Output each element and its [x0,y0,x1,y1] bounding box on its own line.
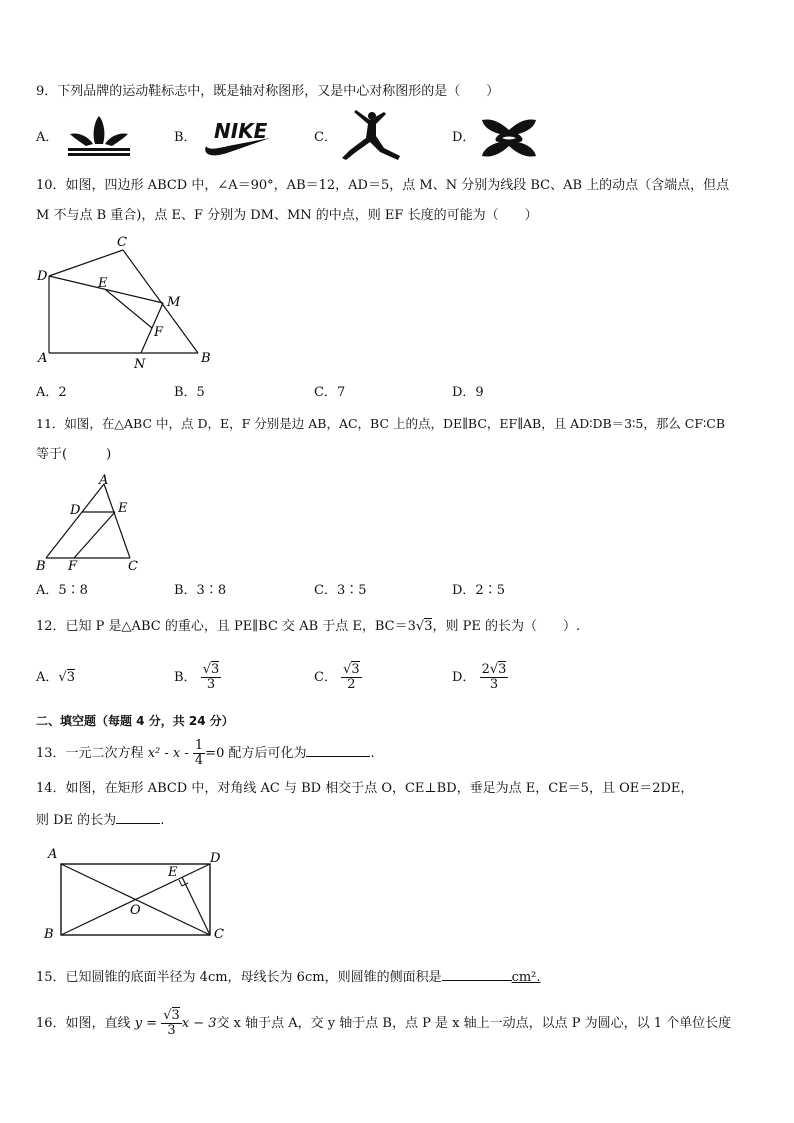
sqrt-symbol-icon: √ [415,619,425,634]
q14-line1: 14．如图，在矩形 ABCD 中，对角线 AC 与 BD 相交于点 O，CE⊥BD，垂足为点 E，CE＝5，且 OE＝2DE， [36,781,694,796]
q10-label-d: D [37,269,48,284]
q14-label-c: C [214,927,224,942]
q11-label-b: B [36,559,46,574]
q13-frac-den: 4 [194,753,204,768]
q16-fraction [161,1009,182,1038]
q12-option-d-label: D． [452,670,476,685]
q15-answer-blank[interactable] [442,966,512,981]
q10-label-n: N [134,357,146,372]
q11-label-d: D [70,503,81,518]
q11-option-c: C．3∶5 [314,583,367,598]
q12-option-d [452,658,508,698]
q12-option-a-label: A． [36,670,59,685]
under-armour-logo-icon [478,114,540,162]
sqrt-symbol-icon: √ [343,662,352,677]
q12-option-b-label: B． [174,670,197,685]
q15-pre: 15．已知圆锥的底面半径为 4cm，母线长为 6cm，则圆锥的侧面积是 [36,970,442,985]
q12-stem [36,617,580,637]
q9-option-c-label: C． [314,130,337,145]
q14-label-b: B [44,927,54,942]
q13-frac-num: 1 [194,738,204,753]
q13-end: . [370,746,375,761]
q14-label-e: E [168,865,178,880]
q11-option-d: D．2∶5 [452,583,505,598]
q11-line2: 等于( ) [36,447,112,462]
q11-label-a: A [99,473,109,488]
q16-frac-num: 3 [171,1008,180,1023]
q16-pre: 16．如图，直线 [36,1016,135,1031]
adidas-trefoil-logo-icon [64,112,134,160]
q9-option-a-label: A． [36,130,59,145]
q11-option-b: B．3∶8 [174,583,227,598]
q10-option-a: A．2 [36,385,67,400]
q13-fraction [193,739,205,768]
q14-answer-blank[interactable] [116,809,160,824]
q16-y: y = [134,1016,162,1031]
q10-line2: M 不与点 B 重合)，点 E、F 分别为 DM、MN 的中点，则 EF 长度的可能为（ ） [36,208,538,223]
q14-label-d: D [210,851,221,866]
q12-option-d-fraction [480,663,509,692]
q11-segment-ef [74,512,115,558]
q10-figure [30,232,220,372]
q9-stem: 9．下列品牌的运动鞋标志中，既是轴对称图形，又是中心对称图形的是（ ） [36,84,500,99]
q12-option-d-num: 3 [498,662,507,677]
q12-option-c-fraction [341,663,362,692]
q12-stem-pre: 12．已知 P 是△ABC 的重心，且 PE∥BC 交 AB 于点 E，BC＝3 [36,619,416,634]
q11-label-c: C [128,559,138,574]
q11-label-f: F [68,559,78,574]
q14-segment-ce [182,877,210,935]
q10-label-m: M [167,295,181,310]
sqrt-symbol-icon: √ [489,662,499,677]
q15-stem [36,966,541,988]
q12-stem-post: ，则 PE 的长为（ ）. [432,619,581,634]
q12-option-b-fraction [201,663,222,692]
section-heading-fill-in: 二、填空题（每题 4 分，共 24 分） [36,714,234,728]
q10-label-a: A [38,351,48,366]
q10-line1: 10．如图，四边形 ABCD 中，∠A＝90°，AB＝12，AD＝5，点 M、N 分别为线段 BC、AB 上的动点（含端点，但点 [36,178,730,193]
q12-option-b-den: 3 [206,677,216,692]
q14-line2 [36,809,164,831]
q14-line2-end: . [160,813,165,828]
q16-frac-den: 3 [167,1023,176,1038]
q10-label-b: B [201,351,211,366]
q10-option-b: B．5 [174,385,205,400]
q12-option-b [174,658,221,698]
q11-line1: 11．如图，在△ABC 中，点 D，E，F 分别是边 AB，AC，BC 上的点，DE∥BC，EF∥AB，且 AD∶DB＝3∶5，那么 CF∶CB [36,416,726,431]
q11-option-a: A．5∶8 [36,583,88,598]
q14-label-o: O [130,903,141,918]
q10-segment-ef [106,290,152,328]
q13-post: =0 配方后可化为 [205,746,307,761]
q12-option-c-den: 2 [347,677,356,692]
q12-stem-root: 3 [424,619,433,634]
q10-label-e: E [98,276,108,291]
q9-option-d-label: D． [452,130,476,145]
nike-logo-text: NIKE [214,119,268,143]
q12-option-c-num: 3 [351,662,360,677]
q12-option-a [36,668,75,688]
q15-unit: cm². [511,970,541,985]
q14-figure [40,842,240,946]
q13-stem [36,734,375,774]
q12-option-b-num: 3 [211,662,220,677]
q14-label-a: A [48,847,58,862]
q12-option-c-label: C． [314,670,337,685]
q11-figure [34,472,146,576]
q10-option-c: C．7 [314,385,346,400]
q11-segment-ab [46,484,104,558]
q13-equation: x² - x - [147,746,193,761]
nike-logo-icon [200,116,272,160]
q12-option-c [314,658,362,698]
q11-segment-ac [104,484,130,558]
q14-line2-pre: 则 DE 的长为 [36,813,117,828]
q10-label-c: C [117,235,127,250]
q9-option-b-label: B． [174,130,197,145]
jumpman-logo-icon [336,106,408,166]
q10-option-d: D．9 [452,385,484,400]
sqrt-symbol-icon: √ [163,1008,172,1023]
q16-post: 交 x 轴于点 A，交 y 轴于点 B，点 P 是 x 轴上一动点，以点 P 为圆心，以 1 个单位长度 [216,1016,732,1031]
sqrt-symbol-icon: √ [202,662,211,677]
q16-stem [36,1004,731,1044]
q12-option-d-den: 3 [489,677,499,692]
q11-label-e: E [118,501,128,516]
q12-option-a-root: 3 [66,670,75,685]
q13-answer-blank[interactable] [306,742,370,757]
q16-x-part: x − 3 [181,1016,217,1031]
q10-segment-dc [49,250,123,276]
q13-pre: 13．一元二次方程 [36,746,148,761]
sqrt-symbol-icon: √ [58,670,67,685]
q12-option-d-coef: 2 [481,662,490,677]
q10-label-f: F [154,325,164,340]
